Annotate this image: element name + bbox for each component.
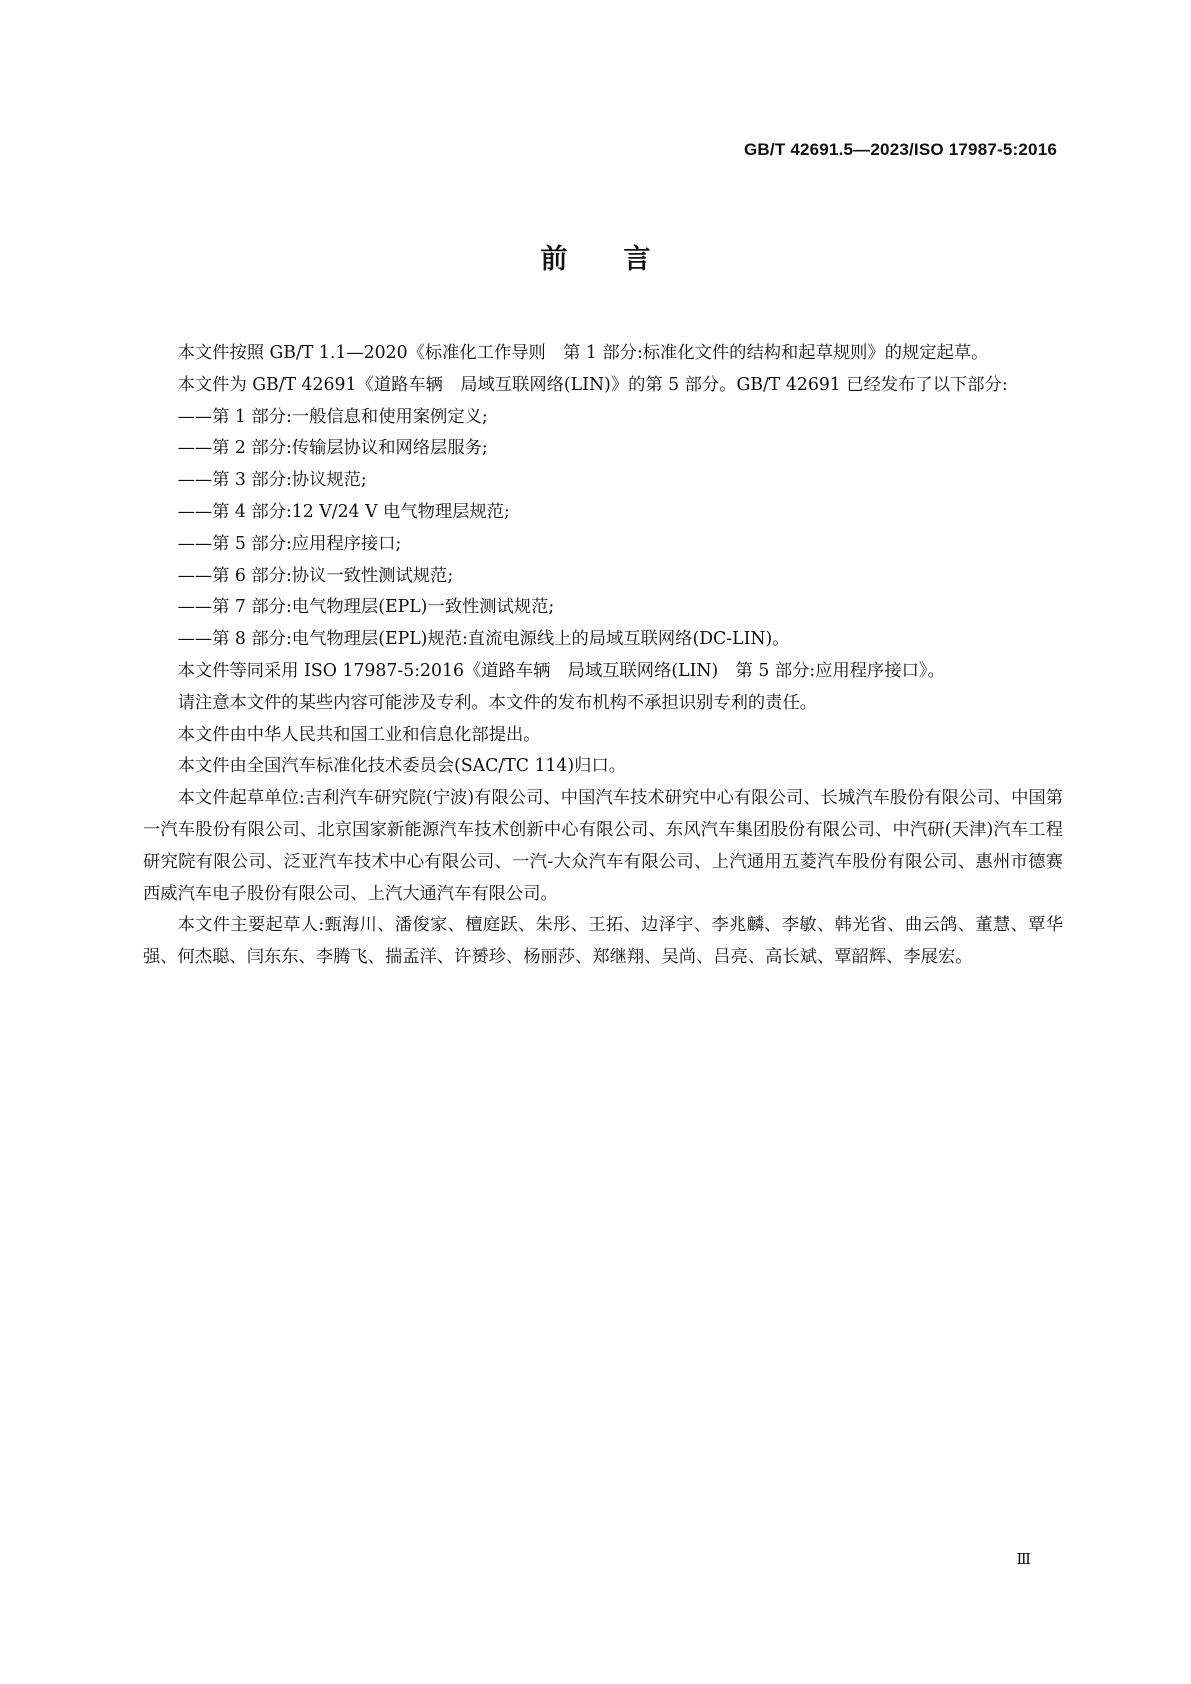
list-item: ——第 1 部分:一般信息和使用案例定义;: [177, 406, 488, 427]
page-title: 前言: [540, 244, 707, 275]
list-item: ——第 7 部分:电气物理层(EPL)一致性测试规范;: [177, 597, 555, 618]
list-item: ——第 5 部分:应用程序接口;: [177, 533, 402, 554]
paragraph-drafting-rules: 本文件按照 GB/T 1.1—2020《标准化工作导则 第 1 部分:标准化文件的结构和起草规则》的规定起草。: [177, 343, 989, 363]
foreword-body: [143, 338, 1063, 974]
paragraph-proposed-by: 本文件由中华人民共和国工业和信息化部提出。: [177, 724, 541, 745]
list-item: ——第 2 部分:传输层协议和网络层服务;: [177, 438, 488, 459]
list-item: ——第 8 部分:电气物理层(EPL)规范:直流电源线上的局域互联网络(DC-LIN)。: [177, 629, 790, 650]
paragraph-patent-notice: 请注意本文件的某些内容可能涉及专利。本文件的发布机构不承担识别专利的责任。: [177, 692, 818, 713]
list-item: ——第 3 部分:协议规范;: [177, 470, 367, 491]
paragraph-iso-adoption: 本文件等同采用 ISO 17987-5:2016《道路车辆 局域互联网络(LIN) 第 5 部分:应用程序接口》。: [177, 660, 945, 681]
parts-list: [143, 402, 1063, 656]
paragraph-drafters: 本文件主要起草人:甄海川、潘俊家、檀庭跃、朱彤、王拓、边泽宇、李兆麟、李敏、韩光省、曲云鸽、董慧、覃华强、何杰聪、闫东东、李腾飞、揣孟洋、许赟珍、杨丽莎、郑继翔、吴尚、吕亮、高长斌、覃韶辉、李展宏。: [143, 915, 1063, 968]
paragraph-technical-committee: 本文件由全国汽车标准化技术委员会(SAC/TC 114)归口。: [177, 756, 627, 777]
list-item: ——第 6 部分:协议一致性测试规范;: [177, 565, 454, 586]
standard-number: GB/T 42691.5—2023/ISO 17987-5:2016: [744, 140, 1057, 159]
page-number: Ⅲ: [1016, 1550, 1031, 1568]
paragraph-series-intro: 本文件为 GB/T 42691《道路车辆 局域互联网络(LIN)》的第 5 部分。GB/T 42691 已经发布了以下部分:: [177, 374, 1008, 395]
list-item: ——第 4 部分:12 V/24 V 电气物理层规范;: [177, 501, 510, 522]
paragraph-drafting-organizations: 本文件起草单位:吉利汽车研究院(宁波)有限公司、中国汽车技术研究中心有限公司、长城汽车股份有限公司、中国第一汽车股份有限公司、北京国家新能源汽车技术创新中心有限公司、东风汽车集团股份有限公司、中汽研(天津)汽车工程研究院有限公司、泛亚汽车技术中心有限公司、一汽-大众汽车有限公司、上汽通用五菱汽车股份有限公司、惠州市德赛西威汽车电子股份有限公司、上汽大通汽车有限公司。: [143, 788, 1063, 904]
